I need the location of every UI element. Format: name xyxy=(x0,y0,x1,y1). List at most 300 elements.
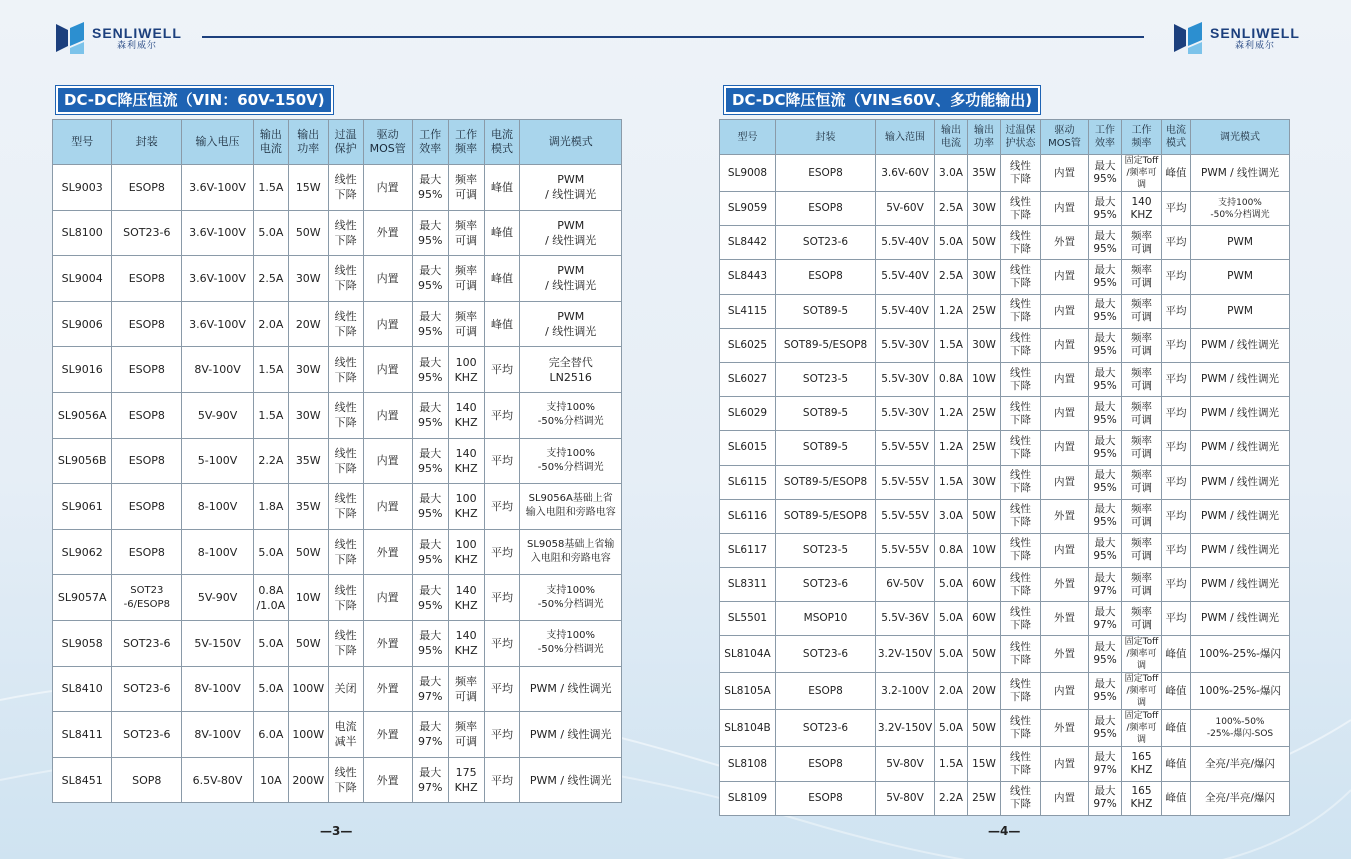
table-cell: PWM / 线性调光 xyxy=(1191,362,1290,396)
table-cell: 线性 下降 xyxy=(1001,602,1041,636)
column-header: 工作 频率 xyxy=(448,120,484,165)
table-cell: 10A xyxy=(253,757,288,803)
table-cell: 内置 xyxy=(363,347,412,393)
table-cell: 165 KHZ xyxy=(1122,747,1162,781)
table-cell: ESOP8 xyxy=(112,165,182,211)
table-cell: 频率 可调 xyxy=(1122,397,1162,431)
table-cell: 平均 xyxy=(484,392,520,438)
table-row xyxy=(53,347,622,393)
table-row xyxy=(720,260,1290,294)
table-cell: 平均 xyxy=(1162,533,1191,567)
table-cell: 最大 97% xyxy=(1089,781,1122,815)
table-cell: 10W xyxy=(968,362,1001,396)
table-cell: 30W xyxy=(968,192,1001,226)
table-cell: 30W xyxy=(288,256,328,302)
table-cell: 1.5A xyxy=(935,465,968,499)
table-cell: 3.0A xyxy=(935,499,968,533)
table-cell: 30W xyxy=(288,392,328,438)
table-cell: 平均 xyxy=(484,438,520,484)
table-row xyxy=(53,575,622,621)
table-row xyxy=(53,666,622,712)
table-cell: 3.2-100V xyxy=(876,673,935,710)
page-number-right: —4— xyxy=(988,824,1021,838)
table-cell: 3.6V-100V xyxy=(182,256,254,302)
column-header: 调光模式 xyxy=(1191,120,1290,155)
table-cell: 15W xyxy=(288,165,328,211)
table-cell: 平均 xyxy=(1162,226,1191,260)
table-cell: 线性 下降 xyxy=(1001,192,1041,226)
table-cell: 20W xyxy=(288,301,328,347)
table-cell: 5.5V-30V xyxy=(876,328,935,362)
table-cell: 线性 下降 xyxy=(328,256,363,302)
table-cell: 支持100% -50%分档调光 xyxy=(520,392,622,438)
table-cell: 最大 97% xyxy=(1089,568,1122,602)
table-cell: 1.5A xyxy=(935,328,968,362)
table-cell: PWM / 线性调光 xyxy=(1191,431,1290,465)
table-row xyxy=(720,747,1290,781)
table-cell: 6.0A xyxy=(253,712,288,758)
table-cell: 5.0A xyxy=(935,710,968,747)
table-cell: 频率 可调 xyxy=(1122,362,1162,396)
table-cell: 内置 xyxy=(1041,747,1089,781)
column-header: 驱动 MOS管 xyxy=(1041,120,1089,155)
table-cell: 100W xyxy=(288,712,328,758)
column-header: 输入范围 xyxy=(876,120,935,155)
table-cell: 140 KHZ xyxy=(448,575,484,621)
table-cell: 外置 xyxy=(1041,499,1089,533)
table-cell: 最大 95% xyxy=(1089,260,1122,294)
table-cell: SOT23 -6/ESOP8 xyxy=(112,575,182,621)
table-cell: PWM / 线性调光 xyxy=(520,210,622,256)
table-cell: 内置 xyxy=(1041,260,1089,294)
table-cell: 25W xyxy=(968,397,1001,431)
table-cell: 最大 95% xyxy=(1089,328,1122,362)
left-section-title: DC-DC降压恒流（VIN：60V-150V) xyxy=(56,86,333,114)
table-cell: 50W xyxy=(968,499,1001,533)
table-cell: SL9008 xyxy=(720,155,776,192)
table-cell: 0.8A /1.0A xyxy=(253,575,288,621)
table-cell: 30W xyxy=(968,465,1001,499)
table-cell: SL8410 xyxy=(53,666,112,712)
brand-name-cn: 森利威尔 xyxy=(1234,40,1275,51)
table-cell: 线性 下降 xyxy=(1001,328,1041,362)
senliwell-logo-icon xyxy=(1170,20,1206,56)
table-cell: SL6015 xyxy=(720,431,776,465)
table-row xyxy=(53,256,622,302)
table-cell: 内置 xyxy=(363,392,412,438)
table-cell: 关闭 xyxy=(328,666,363,712)
table-header-row xyxy=(53,120,622,165)
table-cell: 峰值 xyxy=(1162,673,1191,710)
table-cell: 5.0A xyxy=(935,226,968,260)
table-cell: SOT89-5 xyxy=(776,294,876,328)
table-row xyxy=(53,712,622,758)
table-cell: SL6025 xyxy=(720,328,776,362)
table-cell: 8-100V xyxy=(182,529,254,575)
table-cell: 5.0A xyxy=(253,620,288,666)
column-header: 工作 频率 xyxy=(1122,120,1162,155)
table-cell: 内置 xyxy=(1041,397,1089,431)
table-cell: SOT89-5/ESOP8 xyxy=(776,499,876,533)
table-cell: PWM / 线性调光 xyxy=(1191,328,1290,362)
table-cell: 最大 95% xyxy=(412,484,448,530)
table-cell: 50W xyxy=(968,636,1001,673)
table-cell: 最大 95% xyxy=(1089,397,1122,431)
table-cell: 最大 95% xyxy=(412,256,448,302)
table-cell: 频率 可调 xyxy=(1122,602,1162,636)
table-row xyxy=(720,431,1290,465)
column-header: 过温保 护状态 xyxy=(1001,120,1041,155)
table-cell: 线性 下降 xyxy=(1001,710,1041,747)
table-cell: 峰值 xyxy=(484,165,520,211)
table-cell: 内置 xyxy=(363,438,412,484)
table-cell: 平均 xyxy=(484,666,520,712)
table-cell: 频率 可调 xyxy=(448,165,484,211)
table-row xyxy=(53,392,622,438)
table-cell: 3.2V-150V xyxy=(876,636,935,673)
table-cell: SL8104A xyxy=(720,636,776,673)
table-cell: 内置 xyxy=(363,256,412,302)
table-cell: 100%-25%-爆闪 xyxy=(1191,673,1290,710)
table-cell: 平均 xyxy=(1162,568,1191,602)
table-row xyxy=(720,397,1290,431)
table-cell: 5.5V-36V xyxy=(876,602,935,636)
table-cell: SL6117 xyxy=(720,533,776,567)
table-cell: SOT23-5 xyxy=(776,533,876,567)
table-row xyxy=(53,620,622,666)
logo-left xyxy=(52,20,182,56)
table-cell: 140 KHZ xyxy=(448,392,484,438)
column-header: 输出 功率 xyxy=(968,120,1001,155)
table-cell: 8-100V xyxy=(182,484,254,530)
table-cell: 8V-100V xyxy=(182,712,254,758)
table-cell: 5.0A xyxy=(935,568,968,602)
table-row xyxy=(720,636,1290,673)
table-cell: SL6027 xyxy=(720,362,776,396)
table-cell: SL8105A xyxy=(720,673,776,710)
table-cell: 5.0A xyxy=(935,636,968,673)
table-cell: 平均 xyxy=(484,757,520,803)
column-header: 过温 保护 xyxy=(328,120,363,165)
table-cell: 140 KHZ xyxy=(1122,192,1162,226)
table-cell: 内置 xyxy=(1041,431,1089,465)
table-cell: 最大 95% xyxy=(1089,465,1122,499)
table-cell: 2.2A xyxy=(253,438,288,484)
table-cell: 支持100% -50%分档调光 xyxy=(520,620,622,666)
table-row xyxy=(720,568,1290,602)
page-number-left: —3— xyxy=(320,824,353,838)
table-cell: 6V-50V xyxy=(876,568,935,602)
table-cell: SL9062 xyxy=(53,529,112,575)
table-cell: 外置 xyxy=(363,210,412,256)
table-row xyxy=(720,533,1290,567)
table-cell: SL8109 xyxy=(720,781,776,815)
table-cell: 外置 xyxy=(1041,636,1089,673)
table-cell: 60W xyxy=(968,602,1001,636)
table-cell: 5V-90V xyxy=(182,575,254,621)
table-cell: PWM / 线性调光 xyxy=(520,165,622,211)
table-cell: MSOP10 xyxy=(776,602,876,636)
table-cell: ESOP8 xyxy=(112,529,182,575)
table-cell: 2.0A xyxy=(935,673,968,710)
brand-name-en: SENLIWELL xyxy=(1210,24,1300,41)
table-cell: 峰值 xyxy=(1162,636,1191,673)
table-cell: 内置 xyxy=(1041,328,1089,362)
column-header: 调光模式 xyxy=(520,120,622,165)
table-cell: 50W xyxy=(968,710,1001,747)
table-cell: ESOP8 xyxy=(776,192,876,226)
table-cell: 平均 xyxy=(484,712,520,758)
table-cell: 内置 xyxy=(363,301,412,347)
table-cell: SL8442 xyxy=(720,226,776,260)
table-cell: 线性 下降 xyxy=(1001,568,1041,602)
table-cell: 50W xyxy=(288,620,328,666)
table-cell: 外置 xyxy=(1041,710,1089,747)
table-cell: 内置 xyxy=(1041,533,1089,567)
table-cell: SL8104B xyxy=(720,710,776,747)
table-cell: 30W xyxy=(968,260,1001,294)
table-cell: 最大 95% xyxy=(1089,294,1122,328)
header-rule xyxy=(202,36,1144,38)
table-cell: 5.5V-55V xyxy=(876,499,935,533)
table-row xyxy=(720,328,1290,362)
table-cell: 峰值 xyxy=(1162,710,1191,747)
table-cell: 50W xyxy=(288,210,328,256)
table-cell: 100%-50% -25%-爆闪-SOS xyxy=(1191,710,1290,747)
table-cell: 频率 可调 xyxy=(448,712,484,758)
table-cell: 5.5V-55V xyxy=(876,431,935,465)
table-cell: 线性 下降 xyxy=(1001,155,1041,192)
table-cell: 线性 下降 xyxy=(1001,226,1041,260)
table-cell: 全亮/半亮/爆闪 xyxy=(1191,747,1290,781)
table-cell: 2.5A xyxy=(253,256,288,302)
table-cell: SOT23-6 xyxy=(776,710,876,747)
table-cell: 外置 xyxy=(363,620,412,666)
table-row xyxy=(720,499,1290,533)
table-row xyxy=(720,673,1290,710)
table-cell: 最大 95% xyxy=(412,301,448,347)
table-cell: 平均 xyxy=(1162,431,1191,465)
table-cell: 线性 下降 xyxy=(1001,294,1041,328)
table-cell: 外置 xyxy=(1041,602,1089,636)
table-cell: 1.2A xyxy=(935,397,968,431)
table-cell: SL9056A基础上省 输入电阻和旁路电容 xyxy=(520,484,622,530)
table-cell: 线性 下降 xyxy=(328,575,363,621)
table-cell: 3.2V-150V xyxy=(876,710,935,747)
table-cell: 最大 95% xyxy=(412,210,448,256)
table-cell: SL6115 xyxy=(720,465,776,499)
table-cell: SL4115 xyxy=(720,294,776,328)
table-cell: 25W xyxy=(968,431,1001,465)
table-cell: 5V-80V xyxy=(876,781,935,815)
table-cell: 线性 下降 xyxy=(1001,465,1041,499)
table-cell: SL9004 xyxy=(53,256,112,302)
table-cell: 平均 xyxy=(1162,260,1191,294)
table-cell: 内置 xyxy=(1041,465,1089,499)
table-cell: 最大 97% xyxy=(412,666,448,712)
column-header: 电流 模式 xyxy=(1162,120,1191,155)
table-cell: 140 KHZ xyxy=(448,438,484,484)
table-cell: 1.2A xyxy=(935,294,968,328)
table-cell: 线性 下降 xyxy=(328,484,363,530)
table-cell: 1.5A xyxy=(253,165,288,211)
table-cell: 平均 xyxy=(1162,602,1191,636)
table-cell: 峰值 xyxy=(1162,155,1191,192)
table-cell: 峰值 xyxy=(484,256,520,302)
table-cell: SL8443 xyxy=(720,260,776,294)
table-row xyxy=(720,155,1290,192)
table-cell: SL8108 xyxy=(720,747,776,781)
senliwell-logo-icon xyxy=(52,20,88,56)
table-cell: 线性 下降 xyxy=(328,392,363,438)
table-cell: 频率 可调 xyxy=(448,666,484,712)
table-cell: 线性 下降 xyxy=(1001,533,1041,567)
table-cell: 200W xyxy=(288,757,328,803)
table-cell: 最大 95% xyxy=(412,620,448,666)
table-cell: 峰值 xyxy=(1162,781,1191,815)
table-cell: 0.8A xyxy=(935,533,968,567)
table-cell: 8V-100V xyxy=(182,666,254,712)
table-cell: 5-100V xyxy=(182,438,254,484)
table-cell: 线性 下降 xyxy=(1001,260,1041,294)
table-cell: 平均 xyxy=(1162,499,1191,533)
table-cell: SOT89-5/ESOP8 xyxy=(776,465,876,499)
table-cell: 线性 下降 xyxy=(328,165,363,211)
table-cell: 线性 下降 xyxy=(1001,636,1041,673)
table-cell: 30W xyxy=(288,347,328,393)
table-cell: 2.5A xyxy=(935,192,968,226)
column-header: 型号 xyxy=(720,120,776,155)
table-cell: 峰值 xyxy=(484,301,520,347)
table-cell: 频率 可调 xyxy=(1122,294,1162,328)
table-cell: 60W xyxy=(968,568,1001,602)
table-cell: SL6029 xyxy=(720,397,776,431)
table-cell: 最大 95% xyxy=(412,529,448,575)
table-cell: PWM xyxy=(1191,260,1290,294)
logo-right xyxy=(1170,20,1300,56)
table-cell: PWM / 线性调光 xyxy=(1191,533,1290,567)
table-cell: 最大 95% xyxy=(1089,155,1122,192)
table-cell: SL8311 xyxy=(720,568,776,602)
table-row xyxy=(720,192,1290,226)
table-cell: SOT89-5 xyxy=(776,431,876,465)
table-cell: ESOP8 xyxy=(776,673,876,710)
table-cell: 频率 可调 xyxy=(1122,499,1162,533)
table-cell: SL9061 xyxy=(53,484,112,530)
table-cell: 内置 xyxy=(1041,192,1089,226)
table-cell: ESOP8 xyxy=(776,260,876,294)
table-row xyxy=(720,226,1290,260)
table-cell: 5.5V-40V xyxy=(876,226,935,260)
table-cell: 线性 下降 xyxy=(1001,362,1041,396)
table-cell: 固定Toff /频率可调 xyxy=(1122,673,1162,710)
table-cell: 最大 95% xyxy=(412,438,448,484)
table-row xyxy=(720,710,1290,747)
table-cell: 最大 95% xyxy=(412,392,448,438)
table-cell: 平均 xyxy=(484,575,520,621)
table-cell: 线性 下降 xyxy=(328,347,363,393)
table-cell: 外置 xyxy=(363,712,412,758)
table-cell: 频率 可调 xyxy=(448,256,484,302)
brand-name-cn: 森利威尔 xyxy=(116,40,157,51)
table-row xyxy=(720,465,1290,499)
table-cell: 15W xyxy=(968,747,1001,781)
table-cell: PWM xyxy=(1191,226,1290,260)
column-header: 输出 电流 xyxy=(253,120,288,165)
table-row xyxy=(53,484,622,530)
table-cell: 固定Toff /频率可调 xyxy=(1122,636,1162,673)
column-header: 封装 xyxy=(776,120,876,155)
table-cell: 140 KHZ xyxy=(448,620,484,666)
table-cell: 5V-60V xyxy=(876,192,935,226)
table-cell: 线性 下降 xyxy=(328,757,363,803)
table-cell: PWM / 线性调光 xyxy=(1191,602,1290,636)
table-cell: 线性 下降 xyxy=(1001,431,1041,465)
column-header: 型号 xyxy=(53,120,112,165)
table-row xyxy=(53,529,622,575)
table-cell: 最大 95% xyxy=(412,347,448,393)
table-cell: 最大 97% xyxy=(412,712,448,758)
table-cell: 平均 xyxy=(484,347,520,393)
column-header: 输入电压 xyxy=(182,120,254,165)
column-header: 工作 效率 xyxy=(1089,120,1122,155)
table-cell: PWM xyxy=(1191,294,1290,328)
table-cell: 频率 可调 xyxy=(1122,431,1162,465)
table-cell: 频率 可调 xyxy=(1122,328,1162,362)
table-cell: SL8411 xyxy=(53,712,112,758)
table-cell: 线性 下降 xyxy=(1001,747,1041,781)
table-cell: 内置 xyxy=(363,165,412,211)
table-cell: 峰值 xyxy=(484,210,520,256)
table-cell: 内置 xyxy=(363,575,412,621)
table-cell: ESOP8 xyxy=(112,347,182,393)
table-cell: 30W xyxy=(968,328,1001,362)
table-cell: SL9056B xyxy=(53,438,112,484)
table-cell: 线性 下降 xyxy=(328,301,363,347)
table-cell: SOT89-5/ESOP8 xyxy=(776,328,876,362)
table-cell: 50W xyxy=(968,226,1001,260)
column-header: 封装 xyxy=(112,120,182,165)
table-row xyxy=(53,210,622,256)
table-cell: 峰值 xyxy=(1162,747,1191,781)
table-cell: 2.2A xyxy=(935,781,968,815)
table-cell: 1.5A xyxy=(253,392,288,438)
table-cell: 平均 xyxy=(1162,465,1191,499)
table-cell: 3.6V-60V xyxy=(876,155,935,192)
table-cell: 最大 95% xyxy=(1089,673,1122,710)
table-cell: 最大 95% xyxy=(1089,636,1122,673)
table-cell: 固定Toff /频率可调 xyxy=(1122,155,1162,192)
table-cell: 平均 xyxy=(1162,294,1191,328)
table-cell: SOT23-6 xyxy=(112,210,182,256)
table-cell: 线性 下降 xyxy=(1001,781,1041,815)
table-cell: 100%-25%-爆闪 xyxy=(1191,636,1290,673)
table-cell: SOT23-5 xyxy=(776,362,876,396)
column-header: 工作 效率 xyxy=(412,120,448,165)
table-cell: 平均 xyxy=(1162,328,1191,362)
table-cell: 内置 xyxy=(363,484,412,530)
table-cell: 最大 95% xyxy=(1089,192,1122,226)
table-cell: 3.0A xyxy=(935,155,968,192)
table-cell: 平均 xyxy=(484,620,520,666)
table-cell: 平均 xyxy=(1162,362,1191,396)
table-cell: PWM / 线性调光 xyxy=(1191,568,1290,602)
table-cell: 内置 xyxy=(1041,294,1089,328)
table-cell: 最大 95% xyxy=(1089,533,1122,567)
table-row xyxy=(720,781,1290,815)
table-cell: 电流 减半 xyxy=(328,712,363,758)
table-cell: 6.5V-80V xyxy=(182,757,254,803)
